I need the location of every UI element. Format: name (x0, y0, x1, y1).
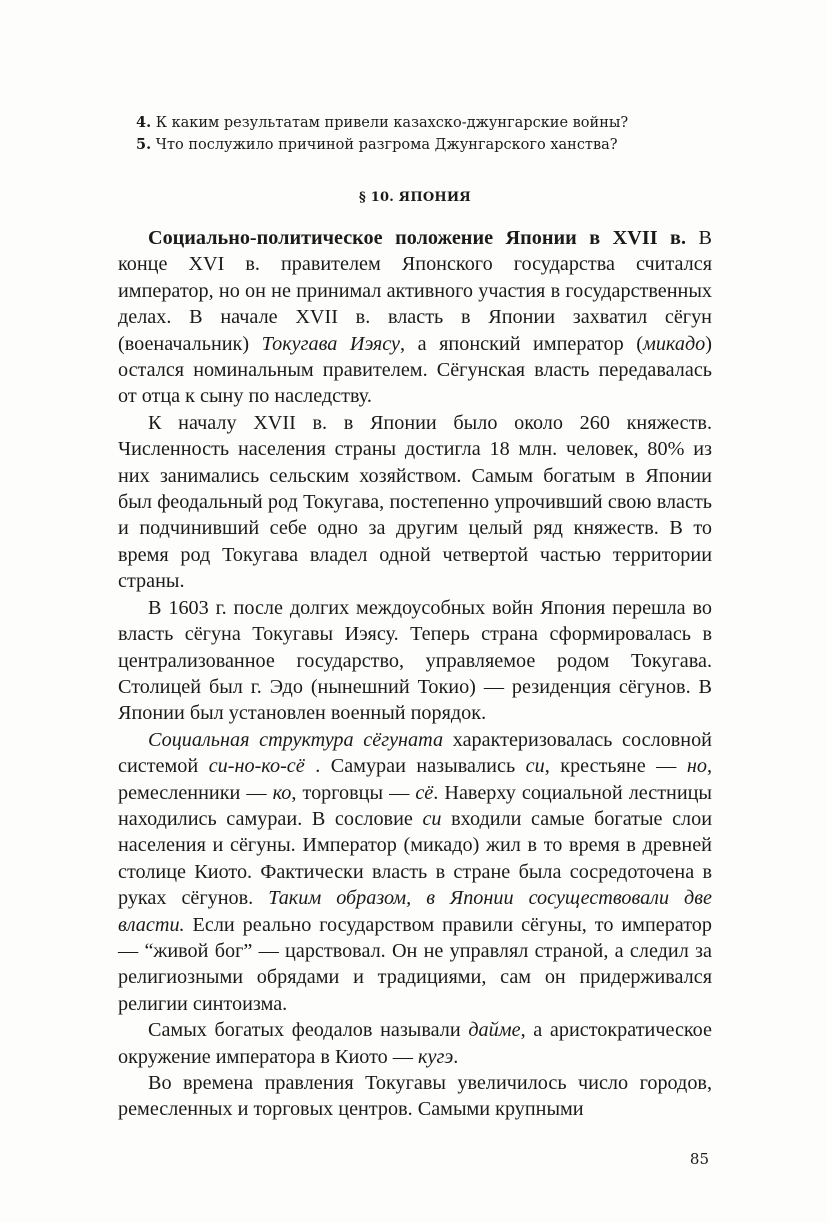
emphasized-text: микадо (642, 332, 706, 355)
question-text: К каким результатам привели казахско-джунгарские войны? (155, 115, 629, 131)
paragraph-text: . Наверху социальной лестницы находились самураи. В сословие (118, 781, 712, 830)
paragraph (118, 410, 712, 595)
paragraph-text: , крестьяне — (544, 755, 687, 778)
page-content (118, 112, 712, 1123)
paragraph (118, 727, 712, 1017)
paragraph (118, 1017, 712, 1070)
question-item (136, 112, 712, 134)
emphasized-text: кугэ (418, 1045, 454, 1068)
paragraph-text: . Самураи назывались (304, 755, 526, 778)
emphasized-text: но (686, 755, 707, 778)
emphasized-text: сё (415, 781, 434, 804)
emphasized-text: си (422, 807, 442, 830)
body-text (118, 225, 712, 1123)
paragraph-text: , торговцы — (291, 781, 416, 804)
paragraph-text: характеризовалась сословной системой (118, 728, 712, 778)
paragraph-text: , а японский император ( (400, 332, 643, 355)
review-questions (136, 112, 712, 156)
paragraph-text: Во времена правления Токугавы увеличилось число городов, ремесленных и торговых центров. Самыми крупными (118, 1072, 712, 1121)
paragraph-text: входили самые богатые слои населения и сёгуны. Император (микадо) жил в то время в древней столице Киото. Фактически власть в стране была сосредоточена в руках сёгунов. (118, 807, 712, 910)
paragraph-text: . (453, 1045, 459, 1068)
emphasized-text: Таким образом, в Японии сосуществовали две власти. (118, 887, 712, 936)
paragraph-text: Самых богатых феодалов называли (148, 1019, 469, 1042)
question-text: Что послужило причиной разгрома Джунгарского ханства? (155, 137, 618, 153)
paragraph-text: , а аристократическое окружение императора в Киото — (118, 1019, 712, 1068)
paragraph-text: , ремесленники — (118, 755, 713, 804)
section-title: § 10. ЯПОНИЯ (359, 190, 471, 205)
paragraph (118, 225, 712, 410)
emphasized-text: си (525, 755, 545, 778)
paragraph-text: ) остался номинальным правителем. Сёгунская власть передавалась от отца к сыну по наследству. (118, 332, 712, 408)
question-number: 4. (136, 114, 152, 131)
paragraph (118, 1070, 712, 1123)
paragraph-text: К началу XVII в. в Японии было около 260 княжеств. Численность населения страны достигла 18 млн. человек, 80% из них занимались сельским хозяйством. Самым богатым в Японии был феодальный род Токугава, постепенно упрочивший свою власть и подчинивший себе одно за другим целый ряд княжеств. В то время род Токугава владел одной четвертой частью территории страны. (118, 411, 712, 593)
paragraph-text: Если реально государством правили сёгуны, то император — “живой бог” — царствовал. Он не управлял страной, а следил за религиозными обрядами и традициями, сам он придерживался религии синтоизма. (118, 913, 712, 1015)
emphasized-text: Токугава Иэясу (261, 332, 401, 355)
question-number: 5. (136, 136, 152, 153)
paragraph-text: В конце XVI в. правителем Японского государства считался император, но он не принимал активного участия в государственных делах. В начале XVII в. власть в Японии захватил сёгун (военачальник) (118, 227, 712, 355)
paragraph-text: В 1603 г. после долгих междоусобных войн Япония перешла во власть сёгуна Токугавы Иэясу. Теперь страна сформировалась в централизованное государство, управляемое родом Токугава. Столицей был г. Эдо (нынешний Токио) — резиденция сёгунов. В Японии был установлен военный порядок. (118, 596, 712, 725)
emphasized-text: си-но-ко-сё (208, 755, 305, 778)
emphasized-text: Социальная структура сёгуната (148, 728, 444, 751)
emphasized-text: дайме (468, 1019, 521, 1042)
emphasized-text: ко (272, 781, 292, 804)
page-number: 85 (689, 1150, 709, 1168)
question-item (136, 134, 712, 156)
paragraph-heading: Социально-политическое положение Японии в XVII в. (148, 227, 687, 249)
paragraph (118, 595, 712, 727)
